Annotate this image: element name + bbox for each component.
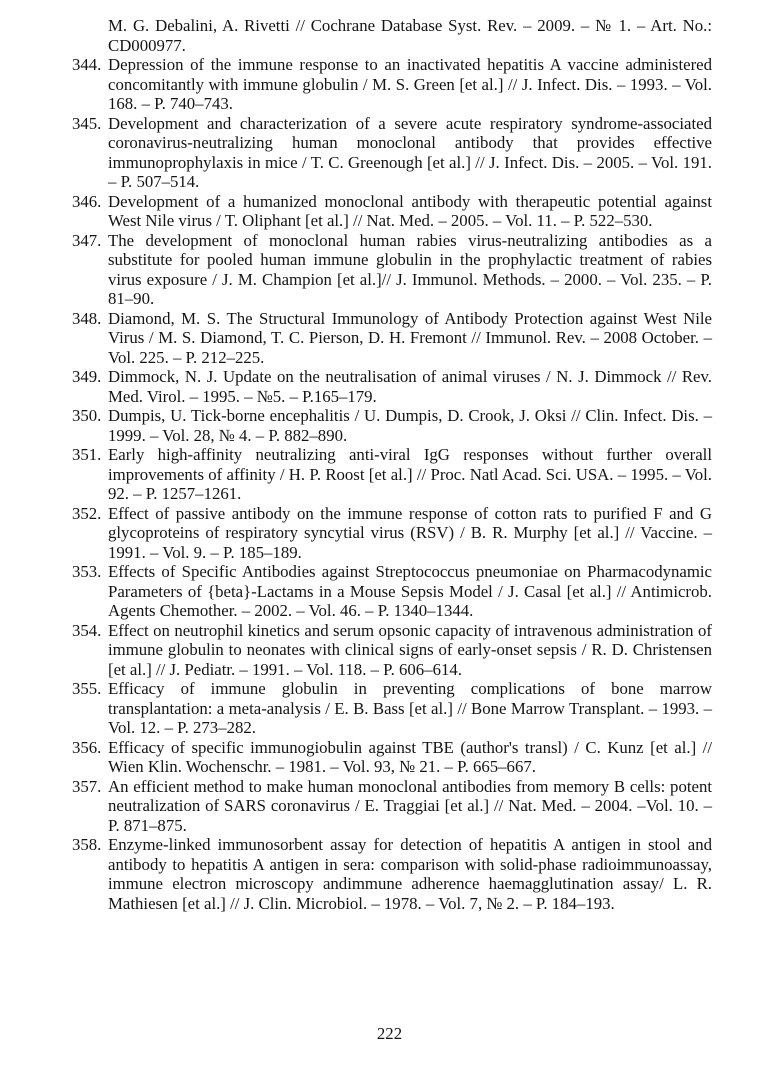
reference-text: Depression of the immune response to an inactivated hepatitis A vaccine administered concomitantly with immune globulin / M. S. Green [et al.] // J. Infect. Dis. – 1993. – Vol. 168. – P. 740–743. <box>108 55 712 113</box>
reference-number: 353. <box>72 562 102 581</box>
reference-list <box>72 16 712 913</box>
reference-text: Diamond, M. S. The Structural Immunology of Antibody Protection against West Nile Virus / M. S. Diamond, T. C. Pierson, D. H. Fremont // Immunol. Rev. – 2008 October. – Vol. 225. – P. 212–225. <box>108 308 712 367</box>
reference-text: An efficient method to make human monoclonal antibodies from memory B cells: potent neutralization of SARS coronavirus / E. Traggiai [et al.] // Nat. Med. – 2004. –Vol. 10. – P. 871–875. <box>108 776 712 835</box>
reference-entry <box>72 55 712 114</box>
reference-text: Effects of Specific Antibodies against Streptococcus pneumoniae on Pharmacodynamic Parameters of {beta}-Lactams in a Mouse Sepsis Model / J. Casal [et al.] // Antimicrob. Agents Chemother. – 2002. – Vol. 46. – P. 1340–1344. <box>108 562 712 620</box>
reference-number: 349. <box>72 367 102 386</box>
reference-number: 346. <box>72 191 102 211</box>
reference-entry <box>72 114 712 192</box>
reference-entry <box>72 738 712 777</box>
reference-text: Dimmock, N. J. Update on the neutralisation of animal viruses / N. J. Dimmock // Rev. Med. Virol. – 1995. – №5. – P.165–179. <box>108 367 712 406</box>
reference-number: 357. <box>72 776 102 796</box>
reference-number: 350. <box>72 406 102 425</box>
reference-number: 352. <box>72 503 102 523</box>
reference-number: 355. <box>72 679 102 698</box>
reference-entry <box>72 504 712 563</box>
reference-entry <box>72 309 712 368</box>
reference-number: 348. <box>72 308 102 328</box>
reference-entry <box>72 445 712 504</box>
reference-text: Early high-affinity neutralizing anti-viral IgG responses without further overall improvements of affinity / H. P. Roost [et al.] // Proc. Natl Acad. Sci. USA. – 1995. – Vol. 92. – P. 1257–1261. <box>108 445 712 503</box>
reference-number: 345. <box>72 113 102 133</box>
reference-number: 354. <box>72 620 102 640</box>
reference-text: Dumpis, U. Tick-borne encephalitis / U. Dumpis, D. Crook, J. Oksi // Clin. Infect. Dis. – 1999. – Vol. 28, № 4. – P. 882–890. <box>108 406 712 445</box>
reference-text: Development of a humanized monoclonal antibody with therapeutic potential against West Nile virus / T. Oliphant [et al.] // Nat. Med. – 2005. – Vol. 11. – P. 522–530. <box>108 191 712 230</box>
reference-text: Development and characterization of a severe acute respiratory syndrome-associated coronavirus-neutralizing human monoclonal antibody that provides effective immunoprophylaxis in mice / T. C. Greenough [et al.] // J. Infect. Dis. – 2005. – Vol. 191. – P. 507–514. <box>108 113 712 191</box>
reference-entry <box>72 367 712 406</box>
reference-text: Efficacy of specific immunogiobulin against TBE (author's transl) / C. Kunz [et al.] // Wien Klin. Wochenschr. – 1981. – Vol. 93, № 21. – P. 665–667. <box>108 737 712 776</box>
reference-number: 358. <box>72 835 102 854</box>
reference-entry <box>72 192 712 231</box>
reference-entry <box>72 835 712 913</box>
reference-continuation: M. G. Debalini, A. Rivetti // Cochrane Database Syst. Rev. – 2009. – № 1. – Art. No.: CD000977. <box>108 16 712 55</box>
page-number: 222 <box>376 1024 403 1043</box>
reference-text: Enzyme-linked immunosorbent assay for detection of hepatitis A antigen in stool and antibody to hepatitis A antigen in sera: comparison with solid-phase radioimmunoassay, immune electron microscopy andimmune adherence haemagglutination assay/ L. R. Mathiesen [et al.] // J. Clin. Microbiol. – 1978. – Vol. 7, № 2. – P. 184–193. <box>108 835 712 913</box>
reference-text: Effect on neutrophil kinetics and serum opsonic capacity of intravenous administration of immune globulin to neonates with clinical signs of early-onset sepsis / R. D. Christensen [et al.] // J. Pediatr. – 1991. – Vol. 118. – P. 606–614. <box>108 620 712 679</box>
reference-text: Efficacy of immune globulin in preventing complications of bone marrow transplantation: a meta-analysis / E. B. Bass [et al.] // Bone Marrow Transplant. – 1993. – Vol. 12. – P. 273–282. <box>108 679 712 737</box>
reference-entries <box>72 55 712 913</box>
reference-entry <box>72 679 712 738</box>
reference-entry <box>72 562 712 621</box>
reference-entry <box>72 406 712 445</box>
reference-text: The development of monoclonal human rabies virus-neutralizing antibodies as a substitute for pooled human immune globulin in the prophylactic treatment of rabies virus exposure / J. M. Champion [et al.]// J. Immunol. Methods. – 2000. – Vol. 235. – P. 81–90. <box>108 230 712 308</box>
reference-entry <box>72 231 712 309</box>
reference-number: 347. <box>72 230 102 250</box>
reference-text: Effect of passive antibody on the immune response of cotton rats to purified F and G glycoproteins of respiratory syncytial virus (RSV) / B. R. Murphy [et al.] // Vaccine. – 1991. – Vol. 9. – P. 185–189. <box>108 503 712 562</box>
reference-entry <box>72 621 712 680</box>
reference-number: 344. <box>72 55 102 74</box>
reference-number: 351. <box>72 445 102 464</box>
reference-number: 356. <box>72 737 102 757</box>
reference-entry <box>72 777 712 836</box>
